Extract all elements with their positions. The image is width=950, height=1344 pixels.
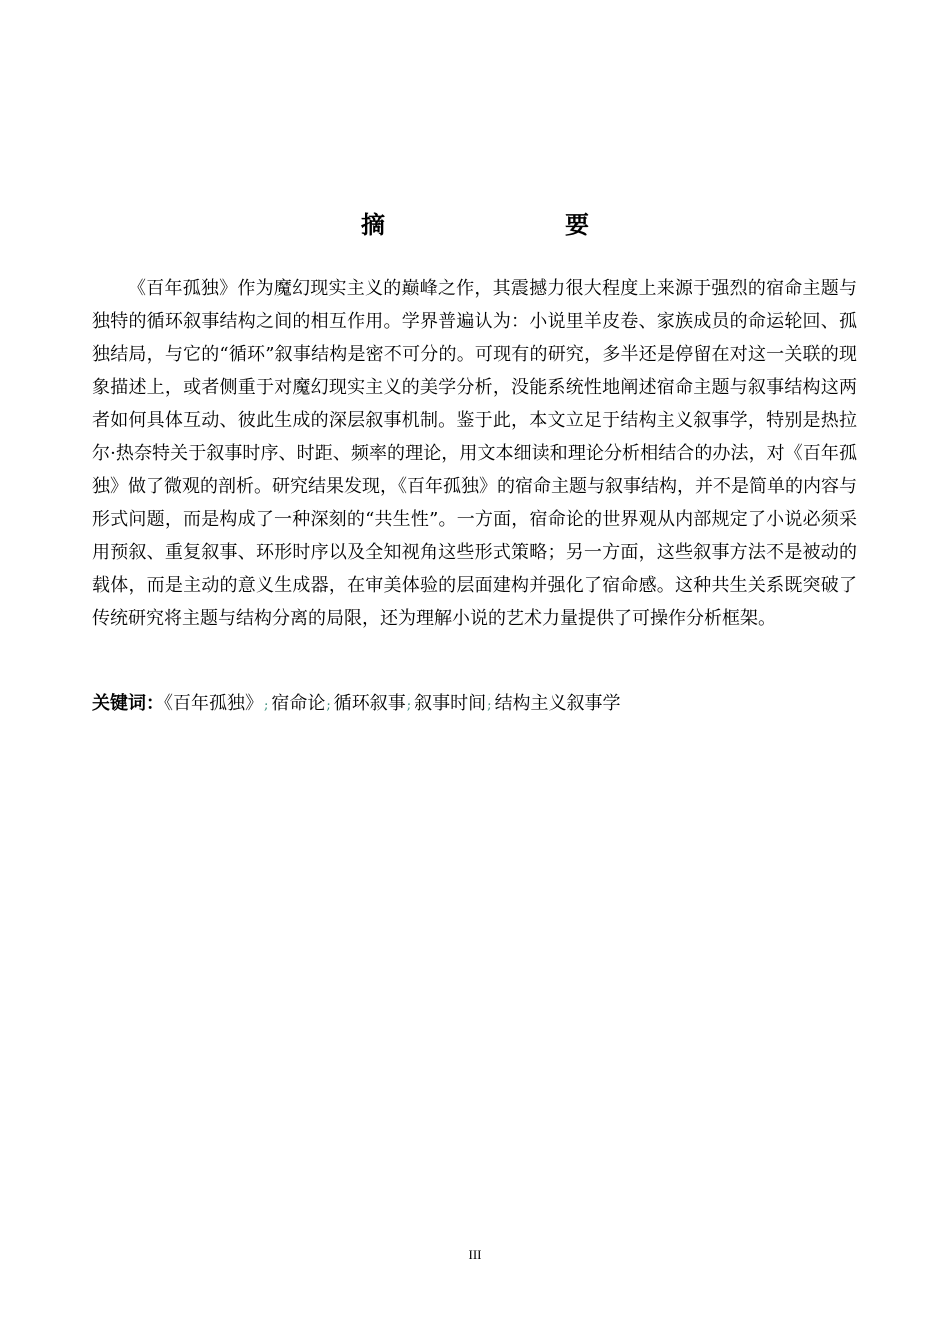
keyword-item: 结构主义叙事学 bbox=[494, 693, 621, 714]
keyword-item: 叙事时间 bbox=[414, 693, 487, 714]
abstract-title: 摘 要 bbox=[361, 211, 633, 239]
keywords-label: 关键词： bbox=[92, 693, 164, 714]
keyword-item: 循环叙事 bbox=[333, 693, 406, 714]
keyword-item: 宿命论 bbox=[271, 693, 326, 714]
keyword-separator: ; bbox=[326, 698, 331, 713]
keyword-separator: ; bbox=[264, 698, 269, 713]
page-number: III bbox=[468, 1247, 482, 1262]
abstract-body: 《百年孤独》作为魔幻现实主义的巅峰之作，其震撼力很大程度上来源于强烈的宿命主题与独特的循环叙事结构之间的相互作用。学界普遍认为：小说里羊皮卷、家族成员的命运轮回、孤独结局，与它的“循环”叙事结构是密不可分的。可现有的研究，多半还是停留在对这一关联的现象描述上，或者侧重于对魔幻现实主义的美学分析，没能系统性地阐述宿命主题与叙事结构这两者如何具体互动、彼此生成的深层叙事机制。鉴于此，本文立足于结构主义叙事学，特别是热拉尔·热奈特关于叙事时序、时距、频率的理论，用文本细读和理论分析相结合的办法，对《百年孤独》做了微观的剖析。研究结果发现，《百年孤独》的宿命主题与叙事结构，并不是简单的内容与形式问题，而是构成了一种深刻的“共生性”。一方面，宿命论的世界观从内部规定了小说必须采用预叙、重复叙事、环形时序以及全知视角这些形式策略；另一方面，这些叙事方法不是被动的载体，而是主动的意义生成器，在审美体验的层面建构并强化了宿命感。这种共生关系既突破了传统研究将主题与结构分离的局限，还为理解小说的艺术力量提供了可操作分析框架。 bbox=[92, 278, 857, 629]
keyword-separator: ; bbox=[487, 698, 492, 713]
keyword-item: 《百年孤独》 bbox=[164, 693, 263, 714]
keyword-separator: ; bbox=[406, 698, 412, 713]
keywords-line bbox=[92, 690, 857, 720]
